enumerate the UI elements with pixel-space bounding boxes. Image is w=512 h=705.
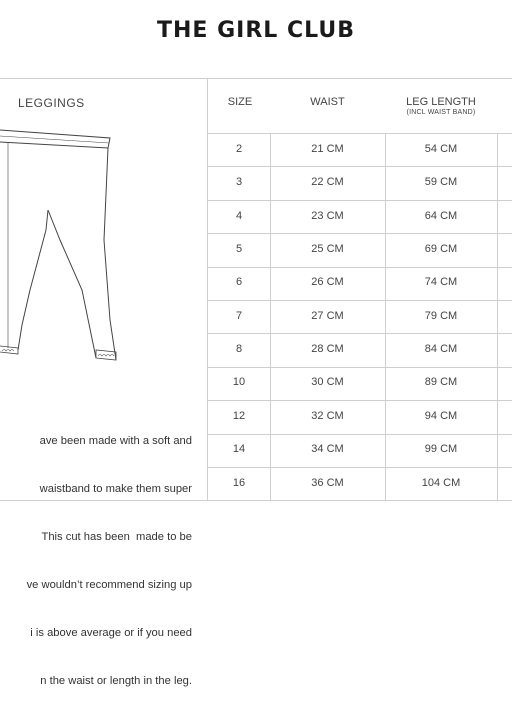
waist-cell: 32 CM	[311, 410, 344, 422]
leg-length-cell: 84 CM	[424, 343, 458, 355]
size-cell: 12	[232, 410, 246, 422]
product-title: LEGGINGS	[18, 96, 85, 110]
size-cell: 10	[232, 376, 246, 388]
size-cell: 5	[235, 243, 243, 255]
description-line: ave been made with a soft and	[39, 435, 192, 447]
size-cell: 6	[235, 276, 243, 288]
table-row-rule	[207, 400, 512, 401]
header-leg-length-label: LEG LENGTH	[406, 96, 476, 108]
description-line: This cut has been made to be	[41, 531, 192, 543]
description-line: ve wouldn’t recommend sizing up	[26, 579, 192, 591]
leg-length-cell: 59 CM	[424, 176, 458, 188]
leg-length-cell: 104 CM	[421, 477, 461, 489]
table-row-rule	[207, 434, 512, 435]
leg-length-cell: 69 CM	[424, 243, 458, 255]
leg-length-cell: 54 CM	[424, 143, 458, 155]
waist-cell: 26 CM	[311, 276, 344, 288]
column-divider-right	[497, 133, 498, 500]
size-cell: 8	[235, 343, 243, 355]
leg-length-cell: 99 CM	[424, 443, 458, 455]
leggings-illustration	[0, 120, 150, 370]
brand-logo: THE GIRL CLUB	[157, 18, 355, 43]
size-cell: 3	[235, 176, 243, 188]
header-size: SIZE	[227, 96, 253, 108]
waist-cell: 23 CM	[311, 210, 344, 222]
header-leg-length	[385, 96, 497, 116]
table-row-rule	[207, 200, 512, 201]
waist-cell: 34 CM	[311, 443, 344, 455]
table-row-rule	[207, 133, 512, 134]
waist-cell: 25 CM	[311, 243, 344, 255]
waist-cell: 27 CM	[311, 310, 344, 322]
table-row-rule	[207, 467, 512, 468]
column-divider-left	[207, 78, 208, 500]
leg-length-cell: 79 CM	[424, 310, 458, 322]
size-cell: 16	[232, 477, 246, 489]
waist-cell: 28 CM	[311, 343, 344, 355]
size-cell: 7	[235, 310, 243, 322]
header-rule	[0, 78, 512, 79]
table-row-rule	[207, 267, 512, 268]
header-waist: WAIST	[310, 96, 345, 108]
description-line: i is above average or if you need	[30, 627, 192, 639]
waist-cell: 36 CM	[311, 477, 344, 489]
product-description	[0, 401, 192, 705]
table-row-rule	[207, 166, 512, 167]
waist-cell: 21 CM	[311, 143, 344, 155]
leg-length-cell: 94 CM	[424, 410, 458, 422]
leg-length-cell: 74 CM	[424, 276, 458, 288]
table-row-rule	[207, 333, 512, 334]
size-cell: 14	[232, 443, 246, 455]
leg-length-cell: 89 CM	[424, 376, 458, 388]
waist-cell: 22 CM	[311, 176, 344, 188]
table-row-rule	[207, 233, 512, 234]
table-row-rule	[207, 300, 512, 301]
description-line: waistband to make them super	[39, 483, 192, 495]
description-line: n the waist or length in the leg.	[40, 675, 192, 687]
size-cell: 4	[235, 210, 243, 222]
table-row-rule	[207, 367, 512, 368]
waist-cell: 30 CM	[311, 376, 344, 388]
leg-length-cell: 64 CM	[424, 210, 458, 222]
table-row-rule	[207, 500, 512, 501]
header-leg-length-note: (INCL WAIST BAND)	[406, 109, 476, 116]
size-cell: 2	[235, 143, 243, 155]
